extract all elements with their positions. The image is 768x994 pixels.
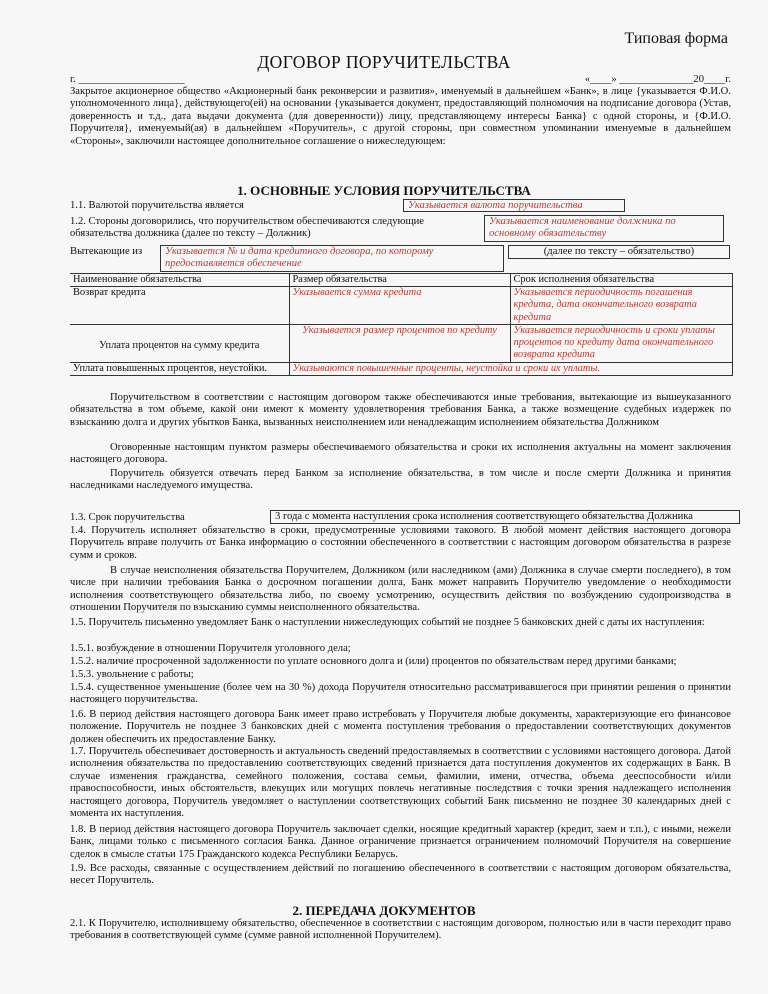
header-cell: Размер обязательства <box>289 274 510 287</box>
section-1-title: 1. ОСНОВНЫЕ УСЛОВИЯ ПОРУЧИТЕЛЬСТВА <box>237 183 531 198</box>
arising-label: Вытекающие из <box>70 246 143 257</box>
after-table-paragraph-3: Поручитель обязуется отвечать перед Банком за исполнение обязательства, в том числе и после смерти Должника и принятия наследниками наследуемого имущества. <box>70 468 731 492</box>
guarantee-term-label: 1.3. Срок поручительства <box>70 512 185 523</box>
currency-value: Указывается валюта поручительства <box>403 199 625 212</box>
clause-1-4-b: В случае неисполнения обязательства Поручителем, Должником (или наследником (ами) Должника в случае смерти последнего), в том числе при наличии требования Банка о досрочном погашении долга, Банк может направить Поручителю уведомление о необходимости исполнения соответствующего обязательства либо, по своему усмотрению, осуществить действия по возбуждению судопроизводства в отношении Поручителя по взысканию суммы неисполненного обязательства. <box>70 565 731 614</box>
intro-paragraph: Закрытое акционерное общество «Акционерный банк реконверсии и развития», именуемый в дальнейшем «Банк», в лице {указывается Ф.И.О. уполномоченного лица}, действующего(ей) на основании {указывается документ, предоставляющий полномочия на подписание договора (Устав, доверенность и т.д., дата выдачи документа (для доверенности)) лицу, представляющему интересы Банка} с одной стороны, и {Ф.И.О. Поручителя}, именуемый(ая) в дальнейшем «Поручитель», с другой стороны, при совместном упоминании именуемые в дальнейшем «Стороны», заключили настоящее дополнительное соглашение о нижеследующем: <box>70 86 731 147</box>
obligations-table <box>70 273 733 376</box>
after-table-paragraph-2: Оговоренные настоящим пунктом размеры обеспечиваемого обязательства и сроки их исполнения актуальны на момент заключения настоящего договора. <box>70 442 731 466</box>
table-cell: Уплата повышенных процентов, неустойки. <box>70 362 289 375</box>
clause-1-5-1: 1.5.1. возбуждение в отношении Поручителя уголовного дела; <box>70 643 351 654</box>
document-title: ДОГОВОР ПОРУЧИТЕЛЬСТВА <box>257 52 511 72</box>
credit-agreement-value: Указывается № и дата кредитного договора, по которому предоставляется обеспечение <box>160 245 504 272</box>
table-cell: Указывается размер процентов по кредиту <box>289 324 510 362</box>
obligations-text: 1.2. Стороны договорились, что поручительством обеспечиваются следующие обязательства должника (далее по тексту – Должник) <box>70 216 424 240</box>
table-row <box>70 362 732 375</box>
header-cell: Наименование обязательства <box>70 274 289 287</box>
clause-1-6: 1.6. В период действия настоящего договора Банк имеет право истребовать у Поручителя любые документы, характеризующие его финансовое положение. Поручитель не позднее 3 банковских дней с момента поступления требования о предоставлении соответствующих документов должен обеспечить их предоставление Банку. <box>70 709 731 745</box>
table-cell: Указывается периодичность погашения кредита, дата окончательного возврата кредита <box>510 287 732 325</box>
table-row <box>70 324 732 362</box>
clause-1-4: 1.4. Поручитель исполняет обязательство в сроки, предусмотренные условиями такового. В любой момент действия настоящего договора Поручитель вправе получить от Банка информацию о состоянии обеспеченного в соответствии с настоящим договором обязательства в разрезе сумм и сроков. <box>70 525 731 561</box>
debtor-name-value: Указывается наименование должника по основному обязательству <box>484 215 724 242</box>
clause-1-8: 1.8. В период действия настоящего договора Поручитель заключает сделки, носящие кредитный характер (кредит, заем и т.п.), с иными, нежели Банк, лицами только с письменного согласия Банка. Данное ограничение признается ограничением полномочий Поручителя на совершение сделок в смысле статьи 175 Гражданского кодекса Республики Беларусь. <box>70 824 731 860</box>
clause-2-1: 2.1. К Поручителю, исполнившему обязательство, обеспеченное в соответствии с настоящим договором, полностью или в части переходит право требования в соответствующей сумме (сумме равной исполненной Поручителем). <box>70 918 731 942</box>
table-cell: Указываются повышенные проценты, неустойка и сроки их уплаты. <box>289 362 732 375</box>
table-cell: Указывается сумма кредита <box>289 287 510 325</box>
table-header-row <box>70 274 732 287</box>
arising-suffix: (далее по тексту – обязательство) <box>508 245 730 259</box>
clause-1-5-4: 1.5.4. существенное уменьшение (более чем на 30 %) дохода Поручителя относительно рассматривавшегося при принятии решения о принятии настоящего поручительства. <box>70 682 731 706</box>
clause-1-5-2: 1.5.2. наличие просроченной задолженности по уплате основного долга и (или) процентов по обязательствам перед другими банками; <box>70 656 677 667</box>
date-field: «____» ______________20____г. <box>584 74 731 85</box>
form-type-label: Типовая форма <box>624 30 728 47</box>
after-table-paragraph-1: Поручительством в соответствии с настоящим договором также обеспечиваются иные требования, вытекающие из вышеуказанного обязательства в том объеме, какой они имеют к моменту удовлетворения требования Банка, а также возмещение судебных издержек по взысканию долга и других убытков Банка, вызванных неисполнением или ненадлежащим исполнением обязательства Должником <box>70 392 731 428</box>
table-cell: Уплата процентов на сумму кредита <box>70 324 289 362</box>
clause-1-9: 1.9. Все расходы, связанные с осуществлением действий по погашению обеспеченного в соответствии с настоящим договором обязательства, несет Поручитель. <box>70 863 731 887</box>
table-row <box>70 287 732 325</box>
city-field: г. ____________________ <box>70 74 185 85</box>
table-cell: Возврат кредита <box>70 287 289 325</box>
table-cell: Указывается периодичность и сроки уплаты процентов по кредиту дата окончательного возврата кредита <box>510 324 732 362</box>
clause-1-5-3: 1.5.3. увольнение с работы; <box>70 669 194 680</box>
clause-1-7: 1.7. Поручитель обеспечивает достоверность и актуальность сведений предоставляемых в соответствии с условиями настоящего договора. Датой исполнения обязательства по предоставлению соответствующих сведений признается дата поступления документов их содержащих в Банк. В случае изменения гражданства, семейного положения, состава семьи, фамилии, имени, отчества, объема дееспособности и/или правоспособности, иных обстоятельств, влекущих или могущих повлечь негативные последствия с точки зрения надлежащего исполнения настоящего договора, Поручитель уведомляет о наступлении соответствующих событий Банк письменно не позднее 30 календарных дней с момента их наступления. <box>70 746 731 820</box>
clause-1-5: 1.5. Поручитель письменно уведомляет Банк о наступлении нижеследующих событий не позднее 5 банковских дней с даты их наступления: <box>70 617 705 628</box>
guarantee-term-value: 3 года с момента наступления срока исполнения соответствующего обязательства Должника <box>270 510 740 524</box>
section-2-title: 2. ПЕРЕДАЧА ДОКУМЕНТОВ <box>292 903 476 918</box>
currency-label: 1.1. Валютой поручительства является <box>70 200 244 211</box>
header-cell: Срок исполнения обязательства <box>510 274 732 287</box>
